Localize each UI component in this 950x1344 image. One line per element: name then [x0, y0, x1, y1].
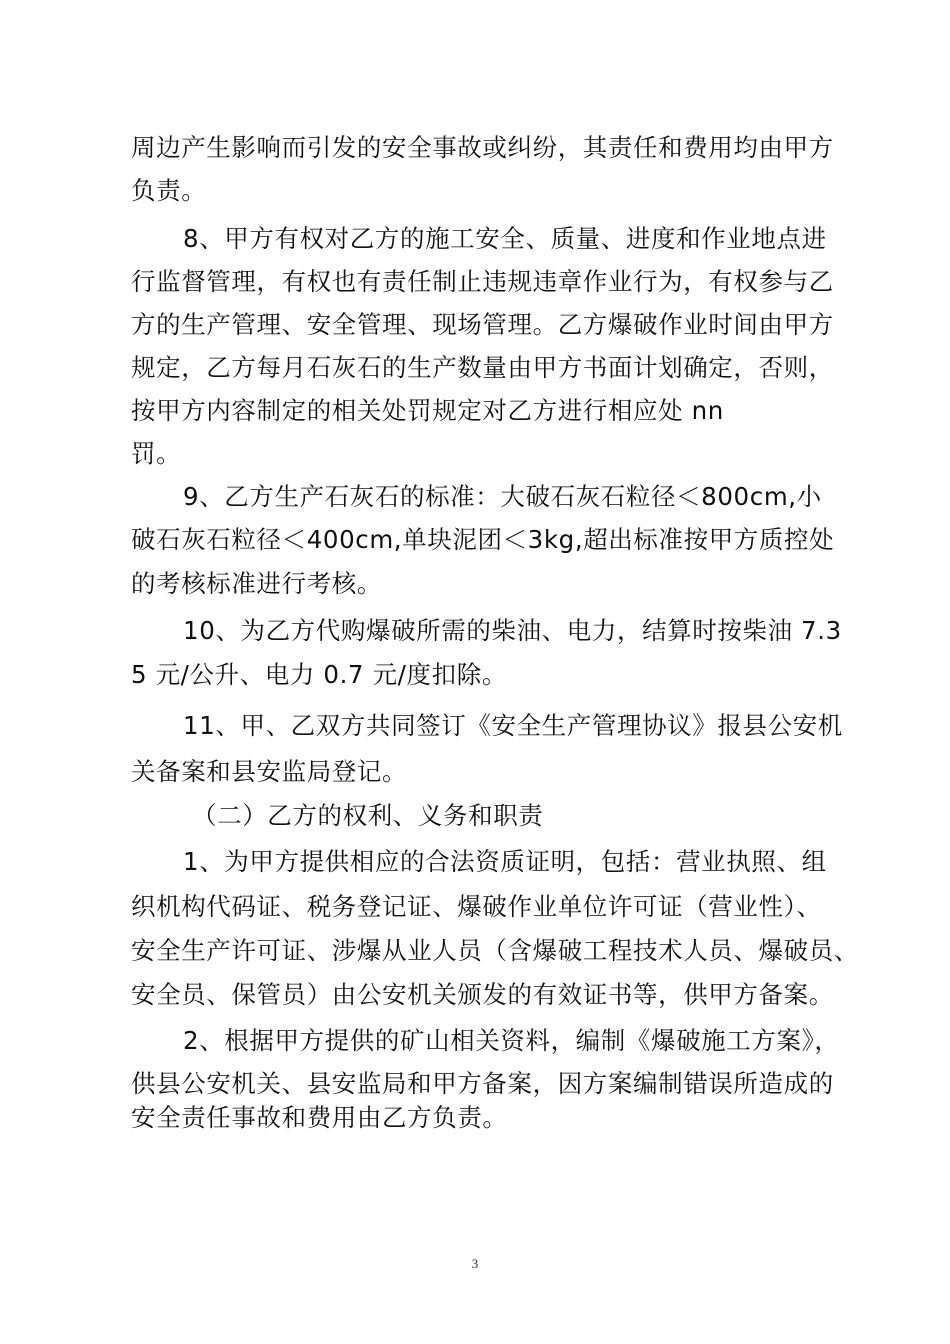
section-heading: （二）乙方的权利、义务和职责	[192, 801, 544, 830]
text-line: 规定，乙方每月石灰石的生产数量由甲方书面计划确定，否则，	[131, 353, 834, 382]
text-line: 供县公安机关、县安监局和甲方备案，因方案编制错误所造成的	[131, 1069, 834, 1098]
text-line: 9、乙方生产石灰石的标准：大破石灰石粒径＜800cm,小	[183, 482, 822, 511]
text-line: 行监督管理，有权也有责任制止违规违章作业行为，有权参与乙	[131, 267, 834, 296]
text-line: 方的生产管理、安全管理、现场管理。乙方爆破作业时间由甲方	[131, 310, 834, 339]
text-line: 安全生产许可证、涉爆从业人员（含爆破工程技术人员、爆破员、	[131, 936, 859, 965]
text-line: 周边产生影响而引发的安全事故或纠纷，其责任和费用均由甲方	[131, 133, 834, 162]
text-line: 安全员、保管员）由公安机关颁发的有效证书等，供甲方备案。	[131, 980, 834, 1009]
text-line: 织机构代码证、税务登记证、爆破作业单位许可证（营业性）、	[131, 892, 822, 921]
text-line: 5 元/公升、电力 0.7 元/度扣除。	[131, 660, 507, 689]
page-number: 3	[471, 1256, 479, 1271]
text-line: 罚。	[131, 439, 182, 468]
text-line: 1、为甲方提供相应的合法资质证明，包括：营业执照、组	[183, 847, 827, 876]
text-line: 破石灰石粒径＜400cm,单块泥团＜3kg,超出标准按甲方质控处	[131, 525, 835, 554]
text-line: 2、根据甲方提供的矿山相关资料，编制《爆破施工方案》，	[183, 1026, 840, 1055]
text-line: 按甲方内容制定的相关处罚规定对乙方进行相应处 nn	[131, 396, 724, 425]
text-line: 负责。	[131, 176, 207, 205]
text-line: 关备案和县安监局登记。	[131, 757, 408, 786]
text-line: 8、甲方有权对乙方的施工安全、质量、进度和作业地点进	[183, 224, 827, 253]
text-line: 安全责任事故和费用由乙方负责。	[131, 1103, 508, 1132]
text-line: 10、为乙方代购爆破所需的柴油、电力，结算时按柴油 7.3	[183, 616, 842, 645]
text-line: 11、甲、乙双方共同签订《安全生产管理协议》报县公安机	[183, 711, 843, 740]
text-line: 的考核标准进行考核。	[131, 569, 382, 598]
